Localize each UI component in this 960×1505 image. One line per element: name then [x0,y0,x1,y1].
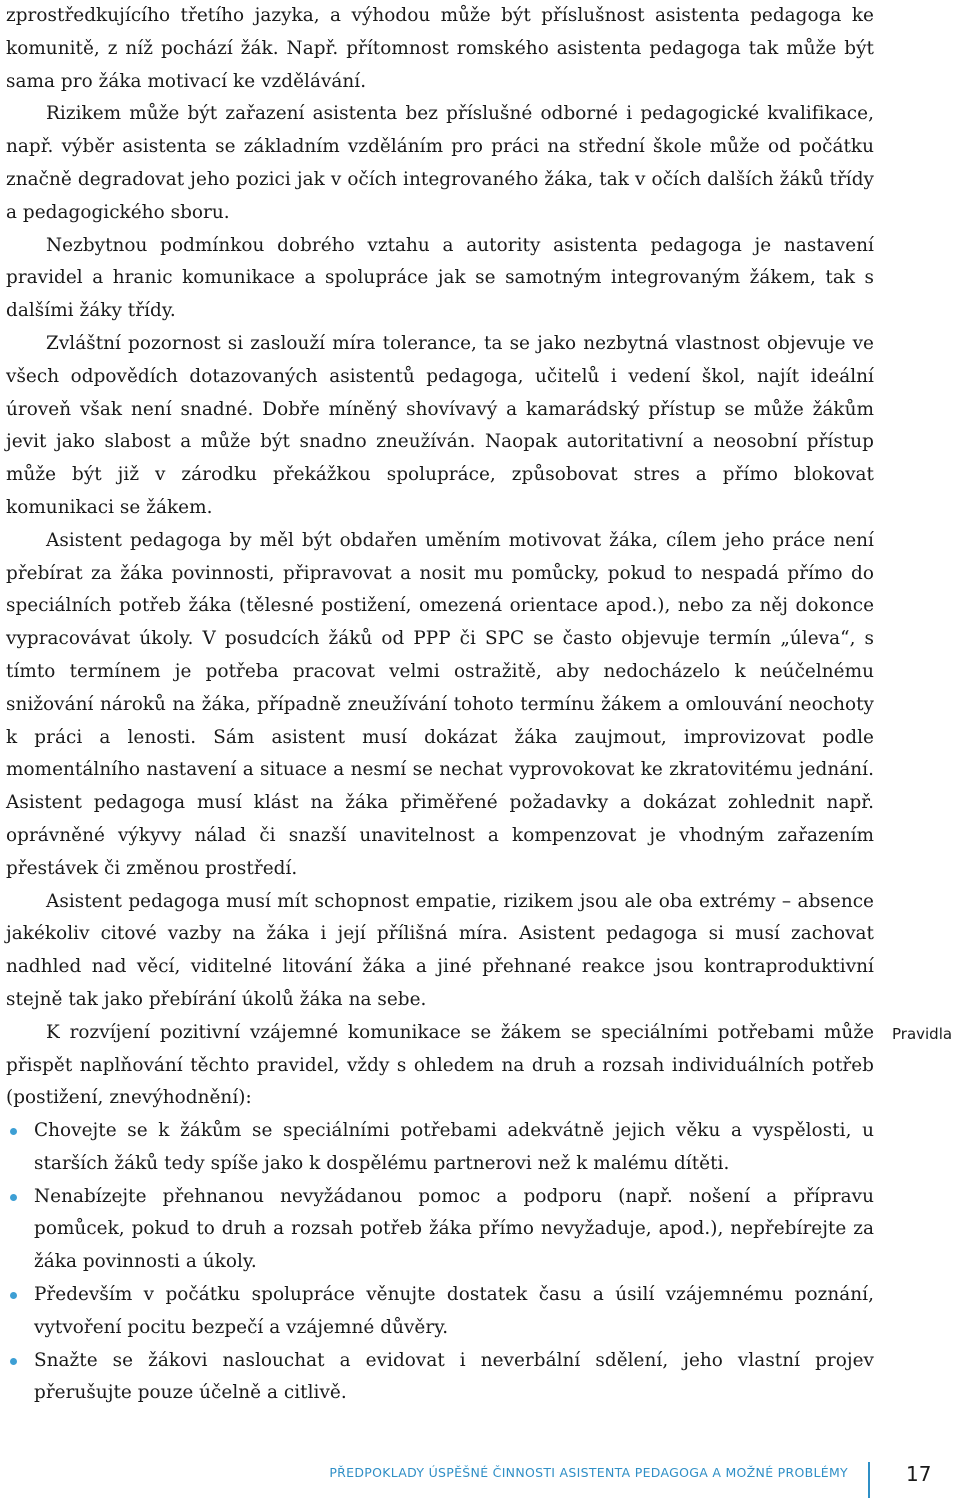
body-text [6,0,874,1410]
list-item [6,1345,874,1411]
paragraph-4: Zvláštní pozornost si zaslouží míra tolerance, ta se jako nezbytná vlastnost objevuje ve všech odpovědích dotazovaných asistentů pedagoga, učitelů i vedení škol, najít ideální úroveň však není snadné. Dobře míněný shovívavý a kamarádský přístup se může žákům jevit jako slabost a může být snadno zneužíván. Naopak autoritativní a neosobní přístup může být již v zárodku překážkou spolupráce, způsobovat stres a přímo blokovat komunikaci se žákem. [6,332,874,518]
bullet-dot-icon [10,1194,17,1201]
bullet-dot-icon [10,1128,17,1135]
page-number: 17 [906,1462,932,1486]
paragraph-3: Nezbytnou podmínkou dobrého vztahu a autority asistenta pedagoga je nastavení pravidel a hranic komunikace a spolupráce jak se samotným integrovaným žákem, tak s dalšími žáky třídy. [6,234,874,322]
bullet-dot-icon [10,1292,17,1299]
list-item-text: Chovejte se k žákům se speciálními potřebami adekvátně jejich věku a vyspělosti, u starších žáků tedy spíše jako k dospělému partnerovi než k malému dítěti. [34,1120,874,1174]
paragraph-7: K rozvíjení pozitivní vzájemné komunikace se žákem se speciálními potřebami může přispět naplňování těchto pravidel, vždy s ohledem na druh a rozsah individuálních potřeb (postižení, znevýhodnění): [6,1021,874,1109]
running-footer-title: PŘEDPOKLADY ÚSPĚŠNÉ ČINNOSTI ASISTENTA PEDAGOGA A MOŽNÉ PROBLÉMY [329,1465,848,1480]
margin-note: Pravidla [892,1025,953,1043]
rules-list [6,1115,874,1410]
list-item [6,1279,874,1345]
paragraph-6: Asistent pedagoga musí mít schopnost empatie, rizikem jsou ale oba extrémy – absence jakékoliv citové vazby na žáka i její přílišná míra. Asistent pedagoga si musí zachovat nadhled nad věcí, viditelné litování žáka a jiné přehnané reakce jsou kontraproduktivní stejně tak jako přebírání úkolů žáka na sebe. [6,890,874,1010]
paragraph-2: Rizikem může být zařazení asistenta bez příslušné odborné i pedagogické kvalifikace, např. výběr asistenta se základním vzděláním pro práci na střední škole může od počátku značně degradovat jeho pozici jak v očích integrovaného žáka, tak v očích dalších žáků třídy a pedagogického sboru. [6,103,874,223]
bullet-dot-icon [10,1358,17,1365]
list-item [6,1181,874,1279]
footer-divider [868,1462,870,1498]
paragraph-1: zprostředkujícího třetího jazyka, a výhodou může být příslušnost asistenta pedagoga ke komunitě, z níž pochází žák. Např. přítomnost romského asistenta pedagoga tak může být sama pro žáka motivací ke vzdělávání. [6,5,874,92]
list-item [6,1115,874,1181]
paragraph-5: Asistent pedagoga by měl být obdařen uměním motivovat žáka, cílem jeho práce není přebírat za žáka povinnosti, připravovat a nosit mu pomůcky, pokud to nespadá přímo do speciálních potřeb žáka (tělesné postižení, omezená orientace apod.), nebo za něj dokonce vypracovávat úkoly. V posudcích žáků od PPP či SPC se často objevuje termín „úleva“, s tímto termínem je potřeba pracovat velmi ostražitě, aby nedocházelo k neúčelnému snižování nároků na žáka, případně zneužívání tohoto termínu žákem a omlouvání neochoty k práci a lenosti. Sám asistent musí dokázat žáka zaujmout, improvizovat podle momentálního nastavení a situace a nesmí se nechat vyprovokovat ke zkratovitému jednání. Asistent pedagoga musí klást na žáka přiměřené požadavky a dokázat zohlednit např. oprávněné výkyvy nálad či snazší unavitelnost a kompenzovat je vhodným zařazením přestávek či změnou prostředí. [6,529,874,879]
list-item-text: Především v počátku spolupráce věnujte dostatek času a úsilí vzájemnému poznání, vytvoření pocitu bezpečí a vzájemné důvěry. [34,1284,874,1338]
list-item-text: Nenabízejte přehnanou nevyžádanou pomoc a podporu (např. nošení a přípravu pomůcek, pokud to druh a rozsah potřeb žáka přímo nevyžaduje, apod.), nepřebírejte za žáka povinnosti a úkoly. [34,1185,874,1273]
list-item-text: Snažte se žákovi naslouchat a evidovat i neverbální sdělení, jeho vlastní projev přerušujte pouze účelně a citlivě. [34,1349,874,1404]
